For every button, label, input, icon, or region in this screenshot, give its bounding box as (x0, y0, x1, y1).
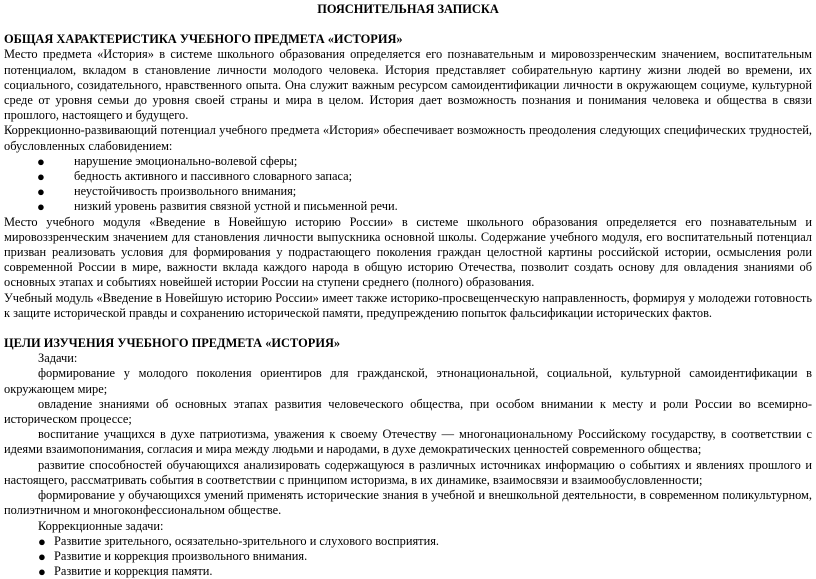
spacer (4, 321, 812, 336)
difficulties-list (4, 154, 812, 215)
document-title: ПОЯСНИТЕЛЬНАЯ ЗАПИСКА (317, 2, 499, 16)
task-item: развитие способностей обучающихся анализировать содержащуюся в различных источниках информацию о событиях и явлениях прошлого и настоящего, рассматривать события в соответствии с принципом историзма, в их динамике, взаимосвязи и взаимообусловленности; (4, 457, 812, 487)
correction-label: Коррекционные задачи: (38, 518, 164, 533)
task-item: овладение знаниями об основных этапах развития человеческого общества, при особом внимании к месту и роли России во всемирно-историческом процессе; (4, 396, 812, 427)
list-item: ● Развитие и коррекция произвольного внимания. (4, 549, 812, 564)
task-item: воспитание учащихся в духе патриотизма, уважения к своему Отечеству — многонациональному Российскому государству, в соответствии с идеями взаимопонимания, согласия и мира между людьми и народами, в духе демократических ценностей современного общества; (4, 427, 812, 457)
list-item: ● неустойчивость произвольного внимания; (4, 184, 812, 199)
list-item: ● бедность активного и пассивного словарного запаса; (4, 169, 812, 184)
tasks-label: Задачи: (38, 351, 78, 366)
paragraph-module-place: Место учебного модуля «Введение в Новейшую историю России» в системе школьного образования определяется его познавательным и мировоззренческим значением для становления личности выпускника основной школы. Содержание учебного модуля, его воспитательный потенциал призван реализовать условия для формирования у подрастающего поколения граждан целостной картины российской истории, осмысления роли современной России в мире, важности вклада каждого народа в общую историю Отечества, позволит создать основу для овладения знаниями об основных этапах и событиях новейшей истории России на ступени среднего (полного) образования. (4, 214, 812, 290)
task-item: формирование у молодого поколения ориентиров для гражданской, этнонациональной, социальной, культурной самоидентификации в окружающем мире; (4, 366, 812, 396)
paragraph-history-place: Место предмета «История» в системе школьного образования определяется его познавательным и мировоззренческим значением, воспитательным потенциалом, вкладом в становление личности молодого человека. История представляет собирательную картину жизни людей во времени, их социального, созидательного, нравственного опыта. Она служит важным ресурсом самоидентификации личности в окружающем социуме, культурной среде от уровня семьи до уровня своей страны и мира в целом. История дает возможность познания и понимания человека и общества в связи прошлого, настоящего и будущего. (4, 47, 812, 123)
list-item: ● Развитие и коррекция памяти. (4, 564, 812, 579)
paragraph-module-direction: Учебный модуль «Введение в Новейшую историю России» имеет также историко-просвещенческую направленность, формируя у молодежи готовность к защите исторической правды и сохранению исторической памяти, предупреждению попыток фальсификации исторических фактов. (4, 290, 812, 320)
list-item: ● низкий уровень развития связной устной и письменной речи. (4, 199, 812, 214)
section-heading-goals: ЦЕЛИ ИЗУЧЕНИЯ УЧЕБНОГО ПРЕДМЕТА «ИСТОРИЯ» (4, 336, 341, 351)
list-item: ● нарушение эмоционально-волевой сферы; (4, 154, 812, 169)
task-item: формирование у обучающихся умений применять исторические знания в учебной и внешкольной деятельности, в современном поликультурном, полиэтничном и многоконфессиональном обществе. (4, 488, 812, 518)
list-item: ● Развитие зрительного, осязательно-зрительного и слухового восприятия. (4, 534, 812, 549)
paragraph-correction-potential: Коррекционно-развивающий потенциал учебного предмета «История» обеспечивает возможность преодоления следующих специфических трудностей, обусловленных слабовидением: (4, 123, 812, 153)
correction-list (4, 534, 812, 579)
section-heading-general: ОБЩАЯ ХАРАКТЕРИСТИКА УЧЕБНОГО ПРЕДМЕТА «ИСТОРИЯ» (4, 32, 403, 47)
